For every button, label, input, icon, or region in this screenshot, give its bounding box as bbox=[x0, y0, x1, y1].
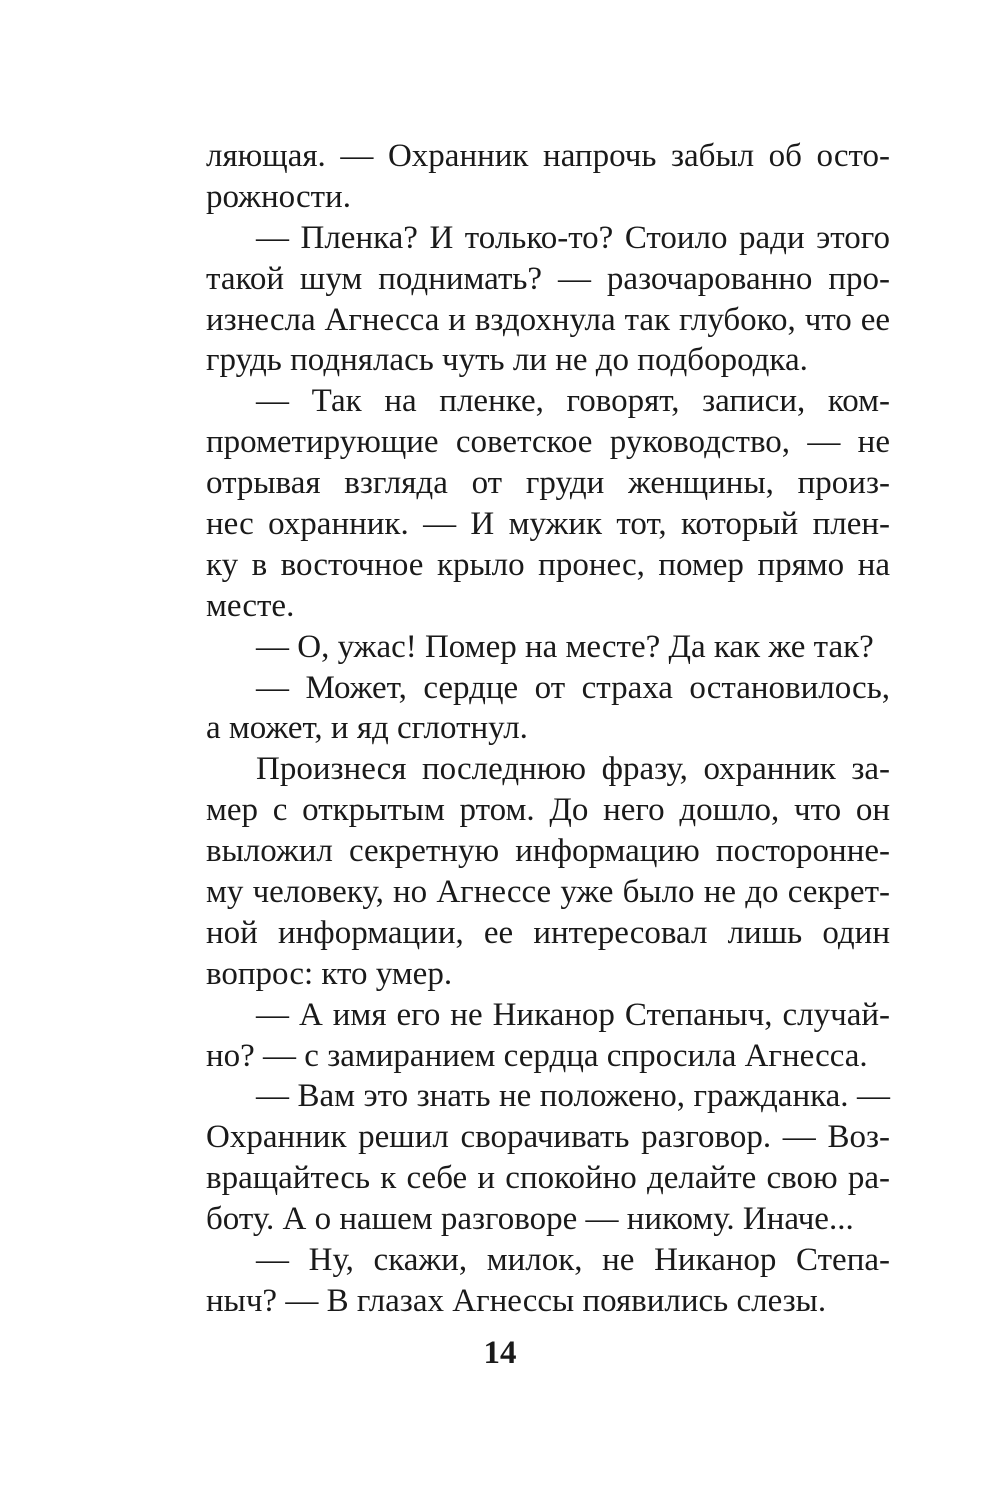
text-line: такой шум поднимать? — разочарованно про- bbox=[206, 260, 890, 297]
page-number: 14 bbox=[483, 1335, 517, 1371]
text-line: — Так на пленке, говорят, записи, ком- bbox=[256, 383, 890, 420]
text-line: прометирующие советское руководство, — не bbox=[206, 424, 890, 461]
text-line: ныч? — В глазах Агнессы появились слезы. bbox=[206, 1282, 827, 1319]
text-line: Произнеся последнюю фразу, охранник за- bbox=[256, 751, 890, 788]
text-line: нес охранник. — И мужик тот, который плен- bbox=[206, 506, 890, 543]
text-line: грудь поднялась чуть ли не до подбородка. bbox=[206, 342, 808, 379]
text-line: вращайтесь к себе и спокойно делайте свою ра- bbox=[206, 1160, 890, 1197]
text-line: но? — с замиранием сердца спросила Агнесса. bbox=[206, 1037, 868, 1074]
text-line: отрывая взгляда от груди женщины, произ- bbox=[206, 465, 890, 502]
text-line: — Может, сердце от страха остановилось, bbox=[256, 669, 890, 706]
text-line: рожности. bbox=[206, 178, 351, 215]
text-line: — О, ужас! Помер на месте? Да как же так? bbox=[256, 628, 874, 665]
text-line: ной информации, ее интересовал лишь один bbox=[206, 914, 890, 951]
text-line: му человеку, но Агнессе уже было не до секрет- bbox=[206, 874, 890, 911]
text-line: ляющая. — Охранник напрочь забыл об осто- bbox=[206, 138, 890, 174]
text-line: месте. bbox=[206, 587, 295, 624]
text-line: — Вам это знать не положено, гражданка. — bbox=[256, 1078, 890, 1115]
text-line: — Ну, скажи, милок, не Никанор Степа- bbox=[256, 1242, 890, 1279]
text-line: — А имя его не Никанор Степаныч, случай- bbox=[256, 996, 890, 1033]
text-line: выложил секретную информацию посторонне- bbox=[206, 833, 890, 870]
text-line: изнесла Агнесса и вздохнула так глубоко, что ее bbox=[206, 301, 890, 338]
text-line: мер с открытым ртом. До него дошло, что он bbox=[206, 792, 890, 829]
text-line: а может, и яд сглотнул. bbox=[206, 710, 528, 747]
text-line: боту. А о нашем разговоре — никому. Иначе... bbox=[206, 1201, 854, 1238]
body-text bbox=[206, 136, 890, 1322]
text-line: Охранник решил сворачивать разговор. — Воз- bbox=[206, 1119, 890, 1156]
text-line: — Пленка? И только-то? Стоило ради этого bbox=[256, 219, 890, 256]
text-line: вопрос: кто умер. bbox=[206, 955, 453, 992]
text-line: ку в восточное крыло пронес, помер прямо на bbox=[206, 546, 890, 583]
